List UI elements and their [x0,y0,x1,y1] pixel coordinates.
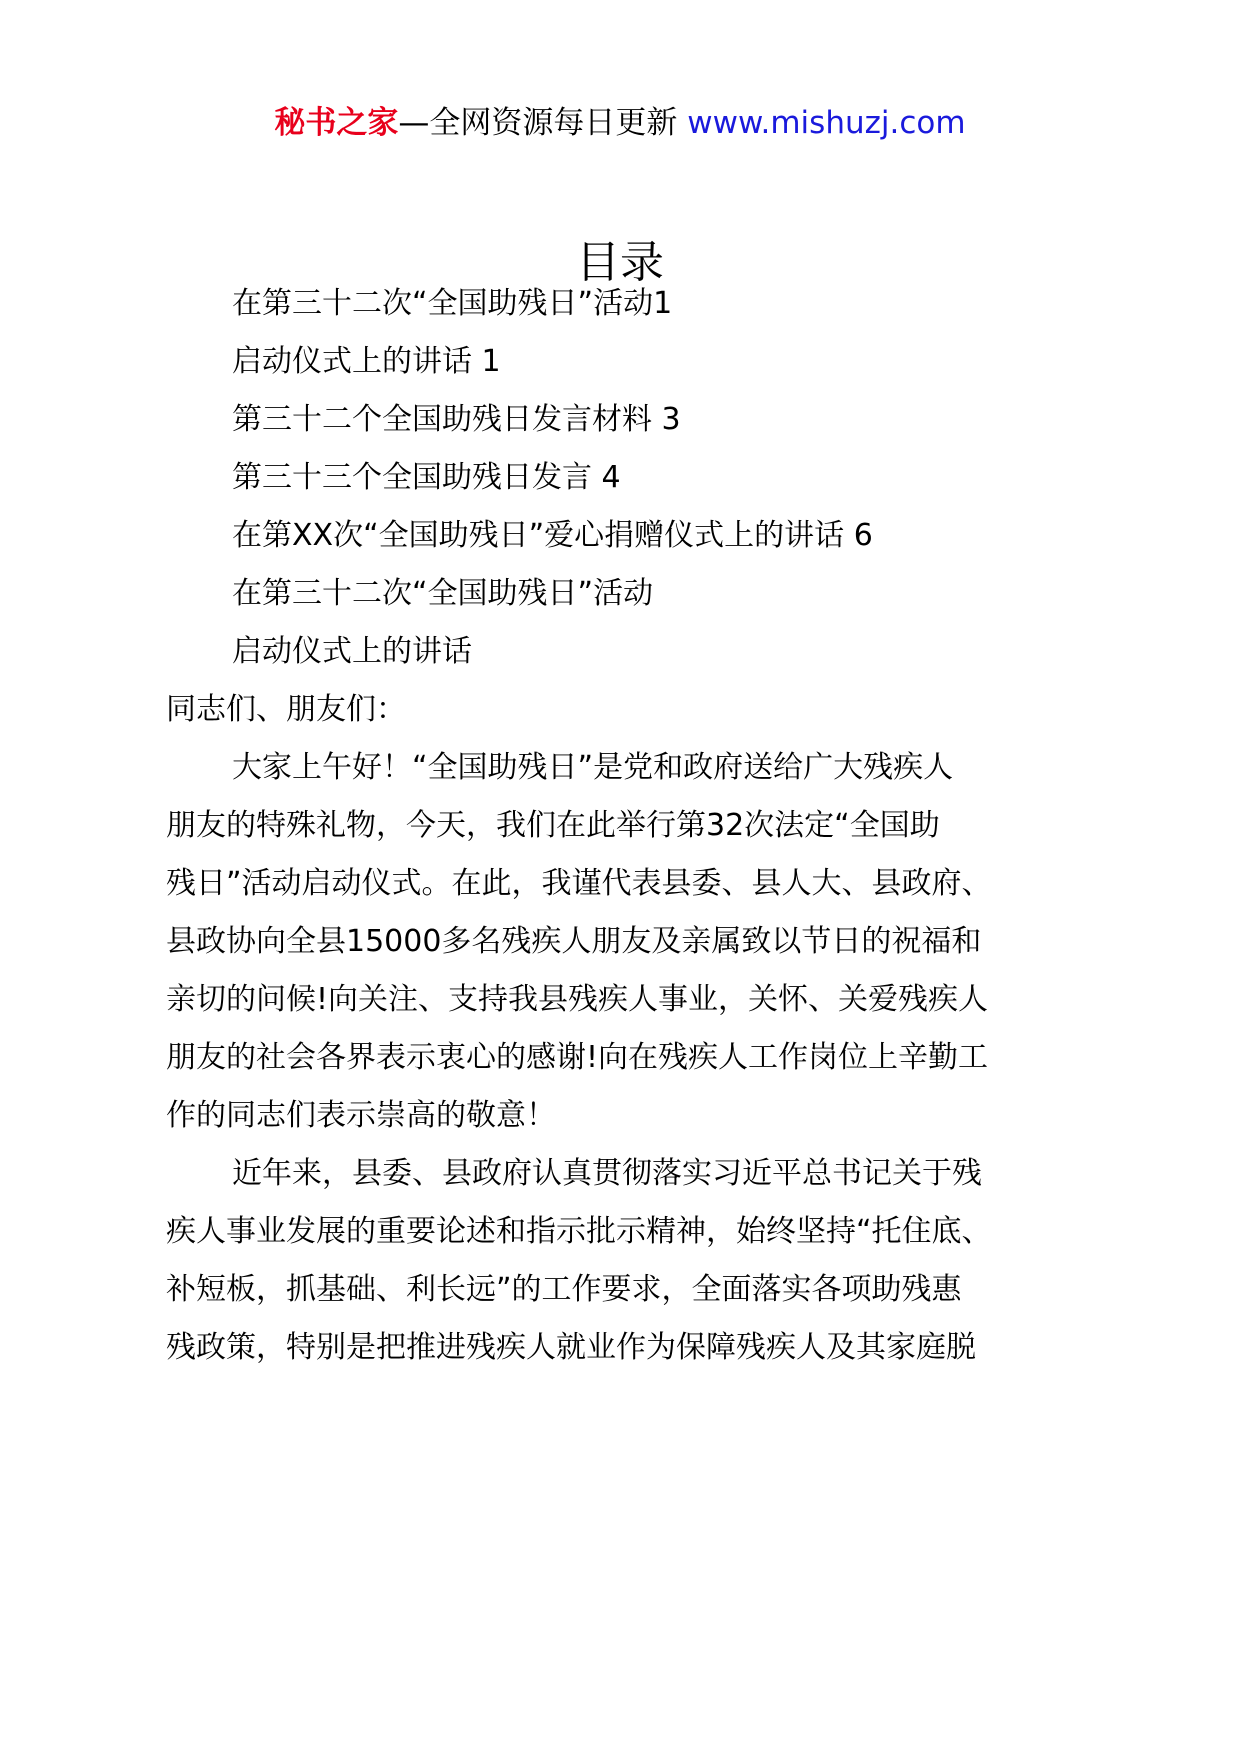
site-tagline: —全网资源每日更新 [398,105,678,141]
paragraph-line: 朋友的特殊礼物，今天，我们在此举行第32次法定“全国助 [166,808,940,843]
toc-entry[interactable]: 第三十二个全国助残日发言材料 3 [232,402,681,437]
paragraph-line: 大家上午好！“全国助残日”是党和政府送给广大残疾人 [232,750,954,785]
paragraph-line: 补短板，抓基础、利长远”的工作要求，全面落实各项助残惠 [166,1272,962,1307]
toc-title: 目录 [576,237,664,288]
speech-heading-line: 在第三十二次“全国助残日”活动 [232,576,654,611]
salutation: 同志们、朋友们： [166,692,406,727]
paragraph-line: 疾人事业发展的重要论述和指示批示精神，始终坚持“托住底、 [166,1214,992,1249]
site-brand: 秘书之家 [274,105,399,141]
toc-entry[interactable]: 在第XX次“全国助残日”爱心捐赠仪式上的讲话 6 [232,518,873,553]
paragraph-line: 朋友的社会各界表示衷心的感谢!向在残疾人工作岗位上辛勤工 [166,1040,989,1075]
toc-entry[interactable]: 第三十三个全国助残日发言 4 [232,460,621,495]
paragraph-line: 作的同志们表示崇高的敬意！ [166,1098,556,1133]
site-header [0,103,1240,143]
site-url-link[interactable]: www.mishuzj.com [687,105,966,141]
paragraph-line: 亲切的问候!向关注、支持我县残疾人事业，关怀、关爱残疾人 [166,982,989,1017]
toc-entry[interactable]: 在第三十二次“全国助残日”活动1 [232,286,673,321]
paragraph-line: 近年来，县委、县政府认真贯彻落实习近平总书记关于残 [232,1156,982,1191]
paragraph-line: 县政协向全县15000多名残疾人朋友及亲属致以节日的祝福和 [166,924,982,959]
toc-entry[interactable]: 启动仪式上的讲话 1 [232,344,501,379]
paragraph-line: 残政策，特别是把推进残疾人就业作为保障残疾人及其家庭脱 [166,1330,976,1365]
paragraph-line: 残日”活动启动仪式。在此，我谨代表县委、县人大、县政府、 [166,866,992,901]
speech-heading-line: 启动仪式上的讲话 [232,634,472,669]
